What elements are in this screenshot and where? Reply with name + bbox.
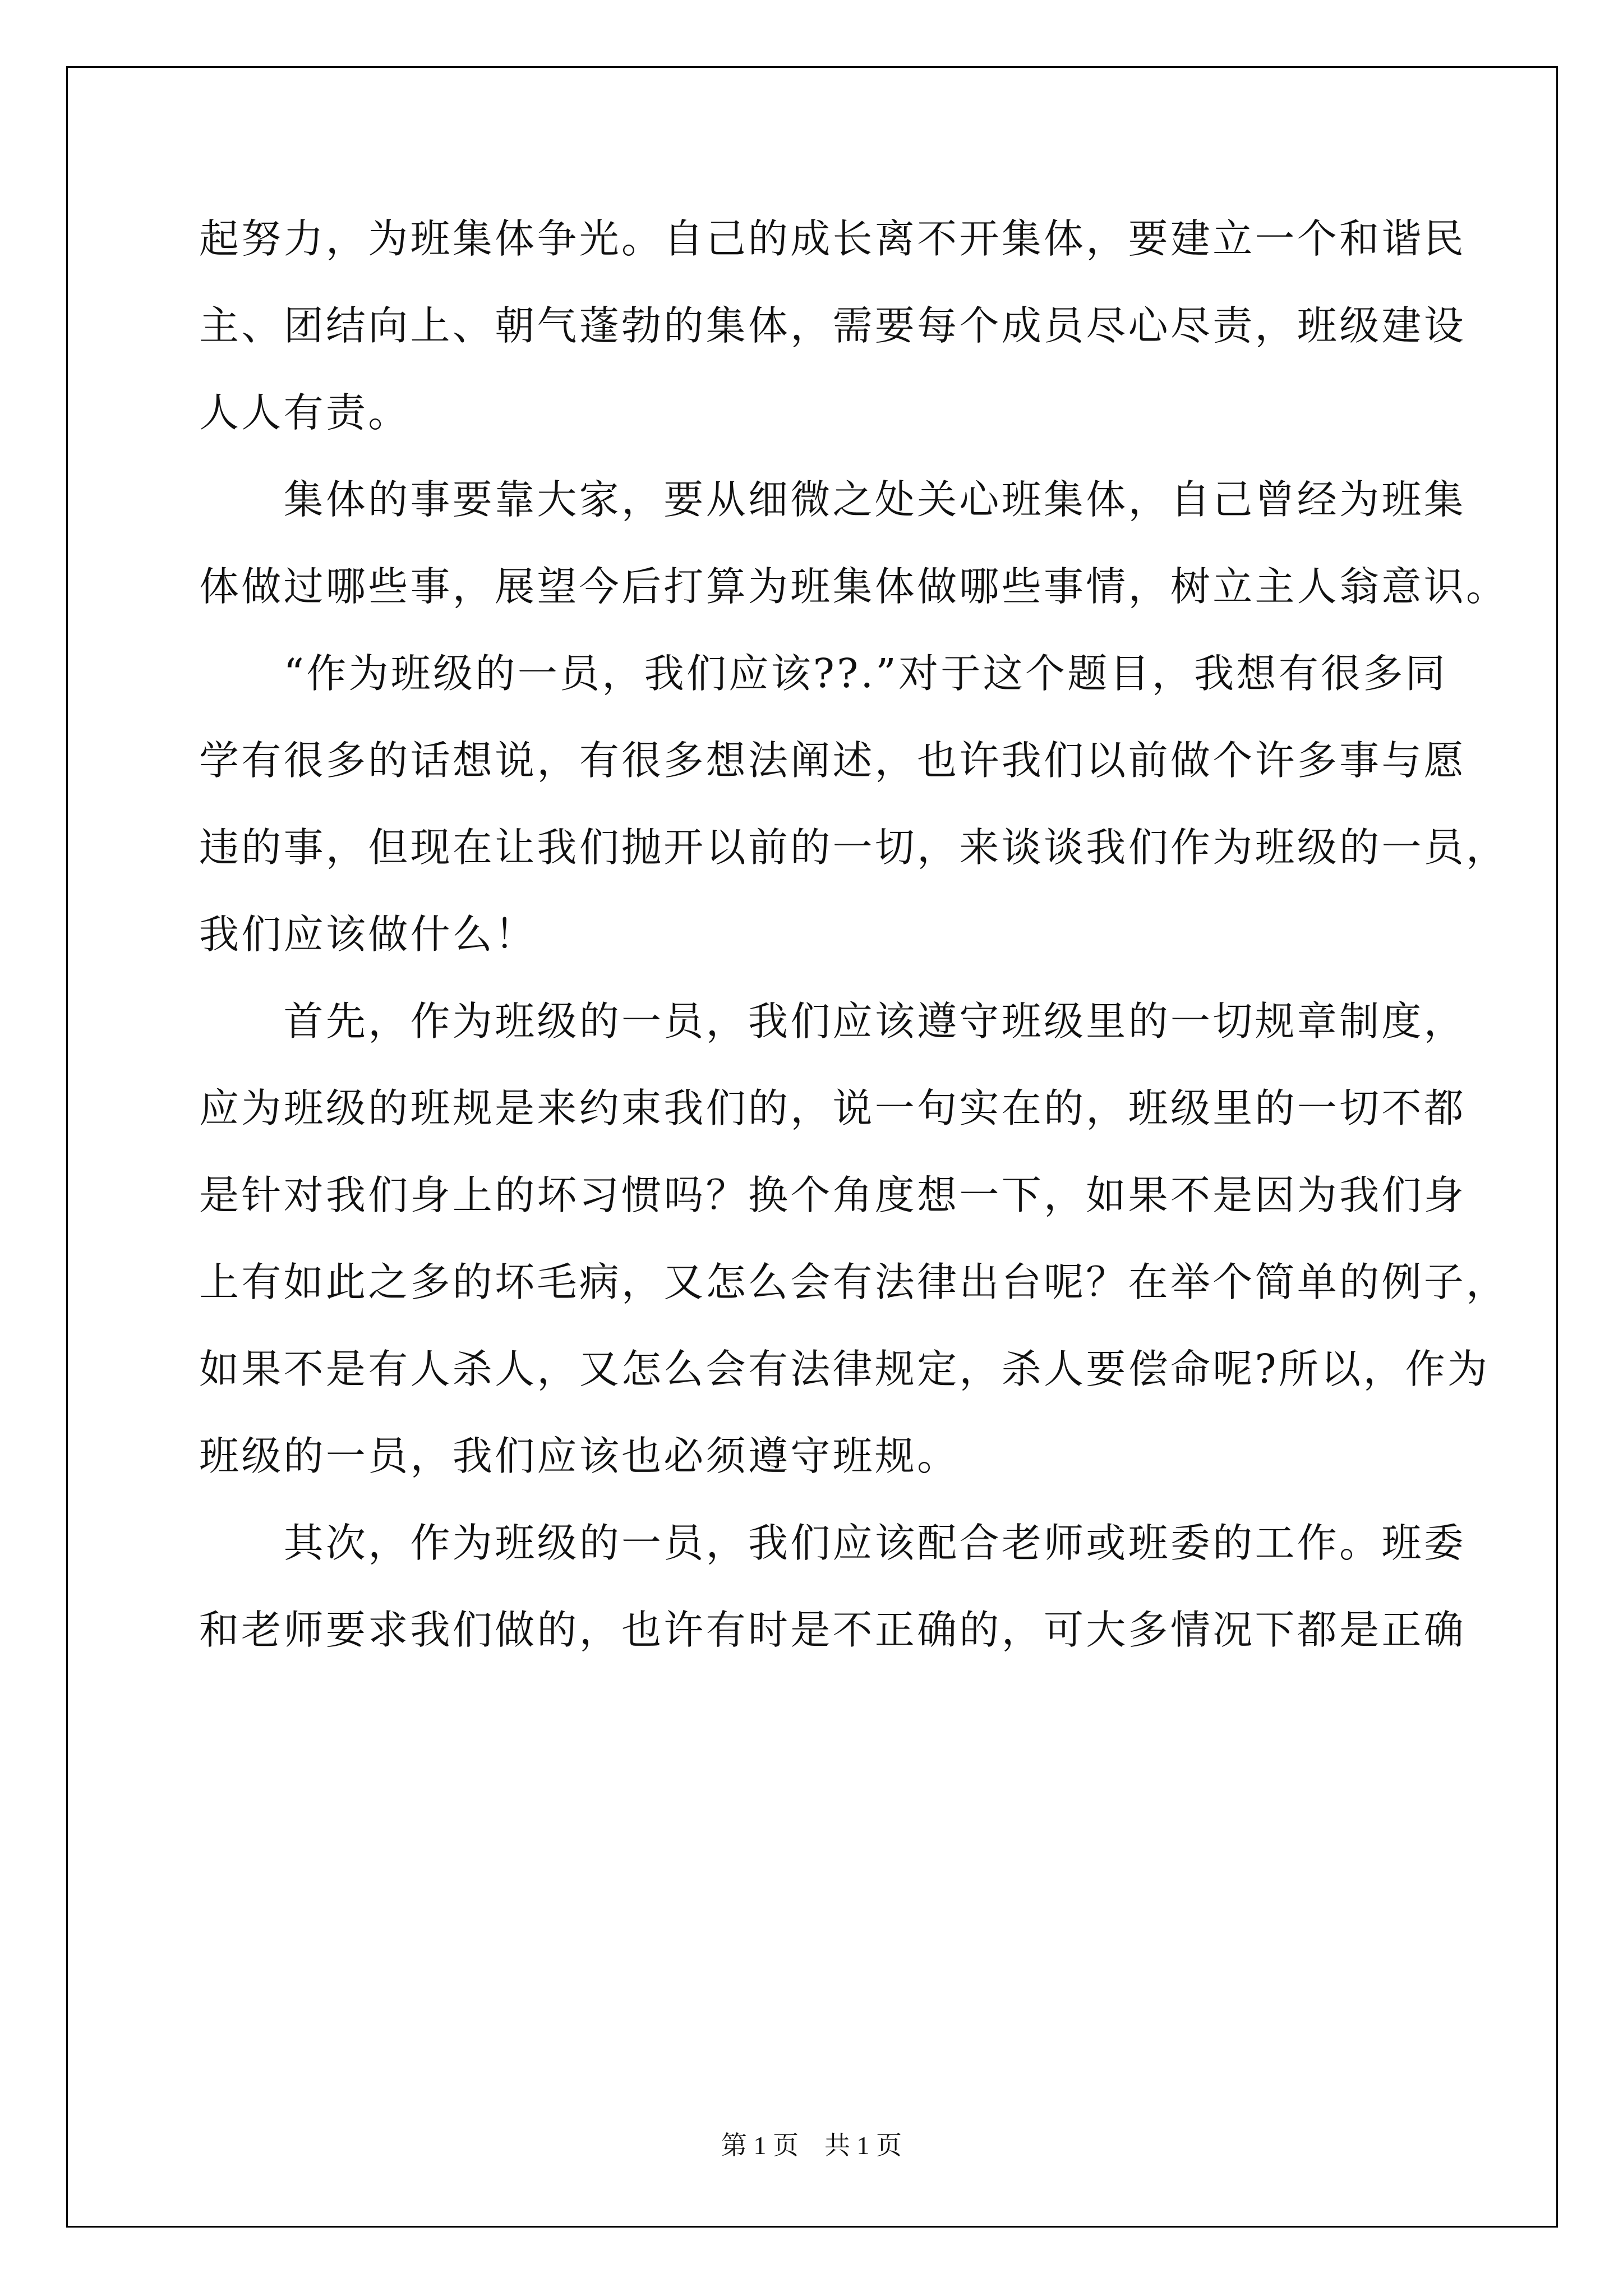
text-line: 是针对我们身上的坏习惯吗？换个角度想一下，如果不是因为我们身 bbox=[199, 1172, 1467, 1218]
page-number-footer: 第 1 页 共 1 页 bbox=[721, 2131, 902, 2160]
text-line: 体做过哪些事，展望今后打算为班集体做哪些事情，树立主人翁意识。 bbox=[199, 563, 1509, 610]
text-line: “作为班级的一员，我们应该??.”对于这个题目，我想有很多同 bbox=[199, 650, 1447, 697]
text-line: 人人有责。 bbox=[199, 389, 411, 436]
text-line: 和老师要求我们做的，也许有时是不正确的，可大多情况下都是正确 bbox=[199, 1607, 1467, 1653]
text-line: 我们应该做什么！ bbox=[199, 911, 537, 958]
text-line: 违的事，但现在让我们抛开以前的一切，来谈谈我们作为班级的一员， bbox=[199, 824, 1509, 871]
text-line: 首先，作为班级的一员，我们应该遵守班级里的一切规章制度， bbox=[199, 998, 1467, 1045]
text-line: 如果不是有人杀人，又怎么会有法律规定，杀人要偿命呢?所以，作为 bbox=[199, 1346, 1490, 1392]
text-line: 集体的事要靠大家，要从细微之处关心班集体，自己曾经为班集 bbox=[199, 476, 1467, 523]
text-line: 班级的一员，我们应该也必须遵守班规。 bbox=[199, 1433, 960, 1479]
text-line: 其次，作为班级的一员，我们应该配合老师或班委的工作。班委 bbox=[199, 1520, 1467, 1566]
text-line: 主、团结向上、朝气蓬勃的集体，需要每个成员尽心尽责，班级建设 bbox=[199, 302, 1467, 349]
text-line: 学有很多的话想说，有很多想法阐述，也许我们以前做个许多事与愿 bbox=[199, 737, 1467, 784]
text-line: 起努力，为班集体争光。自己的成长离不开集体，要建立一个和谐民 bbox=[199, 215, 1467, 262]
text-line: 上有如此之多的坏毛病，又怎么会有法律出台呢？在举个简单的例子， bbox=[199, 1259, 1509, 1305]
text-line: 应为班级的班规是来约束我们的，说一句实在的，班级里的一切不都 bbox=[199, 1085, 1467, 1131]
